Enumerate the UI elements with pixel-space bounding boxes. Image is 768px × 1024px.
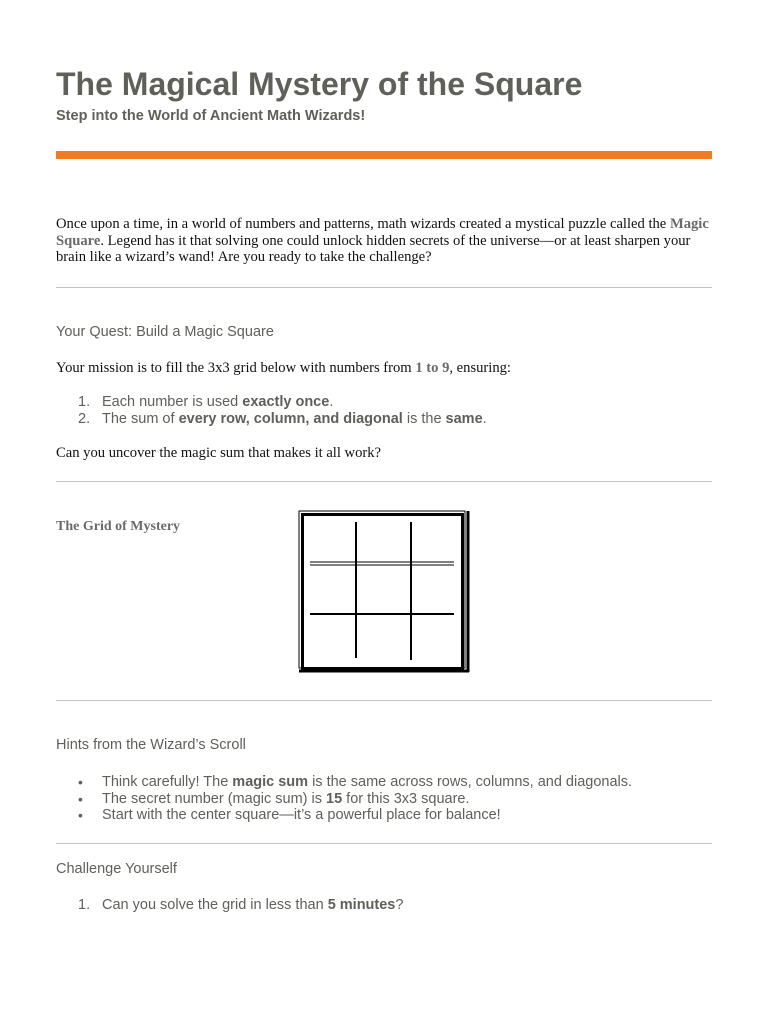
grid-label: The Grid of Mystery	[56, 519, 181, 534]
magic-square-highlight: Magic Square	[56, 216, 709, 249]
section-divider	[56, 481, 712, 482]
hints-list	[56, 774, 632, 824]
magic-square-grid	[298, 510, 470, 673]
list-item: • Start with the center square—it’s a powerful place for balance!	[78, 807, 501, 823]
number-range-highlight: 1 to 9	[415, 360, 450, 376]
quest-heading: Your Quest: Build a Magic Square	[56, 324, 274, 340]
challenge-heading: Challenge Yourself	[56, 861, 177, 877]
hints-heading: Hints from the Wizard’s Scroll	[56, 737, 246, 753]
list-item: 2. The sum of every row, column, and diagonal is the same.	[78, 410, 487, 427]
grid-inner-frame	[303, 515, 463, 669]
bullet-icon: •	[78, 790, 83, 807]
mission-paragraph: Your mission is to fill the 3x3 grid below with numbers from 1 to 9, ensuring:	[56, 360, 511, 376]
list-item: 1. Each number is used exactly once.	[78, 394, 334, 410]
section-divider	[56, 700, 712, 701]
quest-question: Can you uncover the magic sum that makes it all work?	[56, 445, 382, 461]
section-divider	[56, 287, 712, 288]
page-title: The Magical Mystery of the Square	[56, 66, 583, 102]
orange-accent-bar	[56, 151, 712, 159]
list-item: 1. Can you solve the grid in less than 5 minutes?	[78, 897, 404, 913]
section-divider	[56, 843, 712, 844]
grid-outer-frame	[299, 511, 465, 668]
list-item: • Think carefully! The magic sum is the same across rows, columns, and diagonals.	[78, 774, 633, 790]
intro-paragraph: Once upon a time, in a world of numbers and patterns, math wizards created a mystical puzzle called the Magic Square. Legend has it that solving one could unlock hidden secrets of the universe—or at least sharpen your brain like a wizard’s wand! Are you ready to take the challenge?	[56, 216, 709, 265]
quest-rules-list	[56, 394, 487, 427]
bullet-icon: •	[78, 774, 83, 790]
challenge-list	[56, 897, 403, 914]
bullet-icon: •	[78, 807, 83, 823]
list-item: • The secret number (magic sum) is 15 for this 3x3 square.	[78, 790, 470, 807]
page-subtitle: Step into the World of Ancient Math Wizards!	[56, 108, 366, 124]
